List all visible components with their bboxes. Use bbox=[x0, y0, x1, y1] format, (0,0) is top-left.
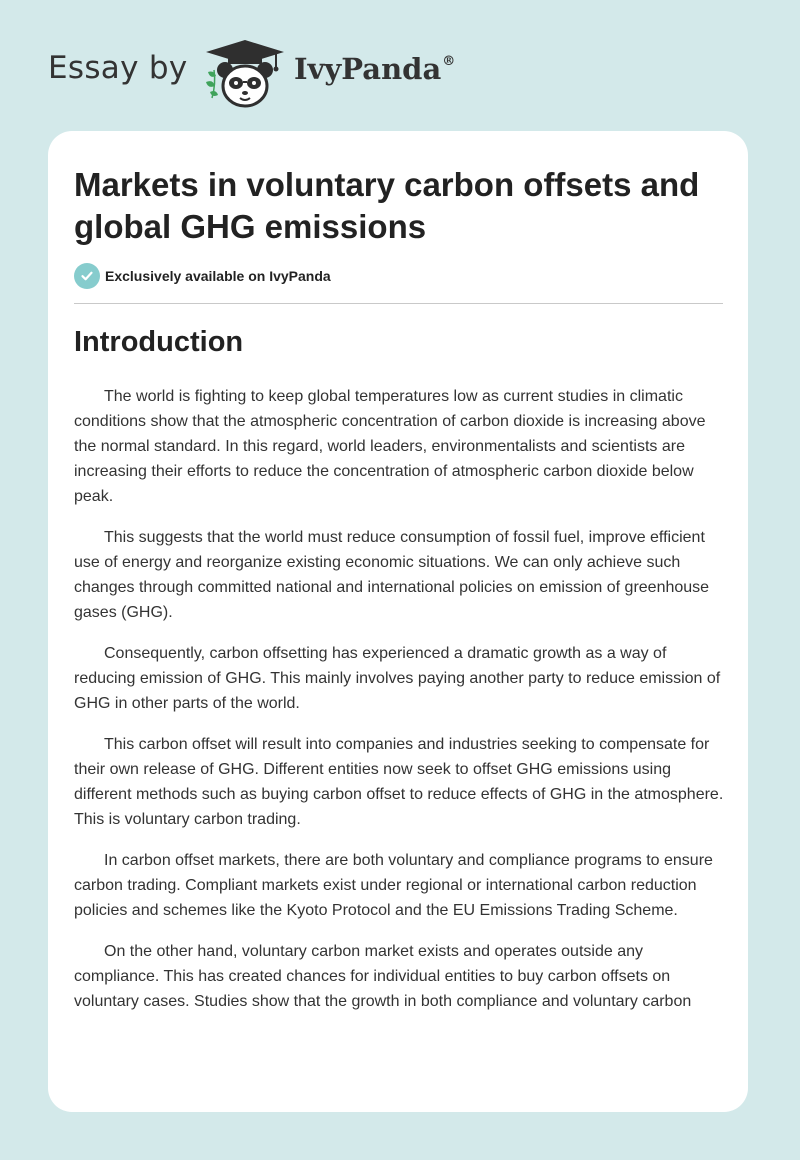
essay-card bbox=[48, 131, 748, 1112]
brand-name-text: IvyPanda bbox=[294, 52, 442, 86]
ivypanda-brand[interactable] bbox=[294, 52, 455, 86]
exclusive-badge bbox=[74, 263, 331, 289]
registered-mark: ® bbox=[442, 54, 456, 69]
essay-by-label: Essay by bbox=[48, 50, 188, 86]
paragraph: Consequently, carbon offsetting has experienced a dramatic growth as a way of reducing emission of GHG. This mainly involves paying another party to reduce emission of GHG in other parts of the world. bbox=[74, 645, 721, 712]
essay-title: Markets in voluntary carbon offsets and global GHG emissions bbox=[74, 166, 700, 245]
paragraph: The world is fighting to keep global temperatures low as current studies in climatic conditions show that the atmospheric concentration of carbon dioxide is increasing above the normal standard. In this regard, world leaders, environmentalists and scientists are increasing their efforts to reduce the concentration of atmospheric carbon dioxide below peak. bbox=[74, 388, 706, 505]
section-heading-introduction: Introduction bbox=[74, 326, 244, 358]
panda-graduate-icon[interactable] bbox=[200, 36, 290, 110]
title-divider bbox=[74, 303, 723, 304]
exclusive-badge-label: Exclusively available on IvyPanda bbox=[105, 268, 331, 284]
site-header bbox=[0, 0, 800, 130]
paragraph: In carbon offset markets, there are both voluntary and compliance programs to ensure carbon trading. Compliant markets exist under regional or international carbon reduction policies and schemes like the Kyoto Protocol and the EU Emissions Trading Scheme. bbox=[74, 852, 713, 919]
paragraph: This carbon offset will result into companies and industries seeking to compensate for their own release of GHG. Different entities now seek to offset GHG emissions using different methods such as buying carbon offset to reduce effects of GHG in the atmosphere. This is voluntary carbon trading. bbox=[74, 736, 724, 828]
paragraph: This suggests that the world must reduce consumption of fossil fuel, improve efficient use of energy and reorganize existing economic situations. We can only achieve such changes through committed national and international policies on emission of greenhouse gases (GHG). bbox=[74, 529, 710, 621]
check-circle-icon bbox=[74, 263, 100, 289]
paragraph: On the other hand, voluntary carbon market exists and operates outside any compliance. This has created chances for individual entities to buy carbon offsets on voluntary cases. Studies show that the growth in both compliance and voluntary carbon bbox=[74, 943, 692, 1010]
essay-body bbox=[74, 384, 724, 1030]
